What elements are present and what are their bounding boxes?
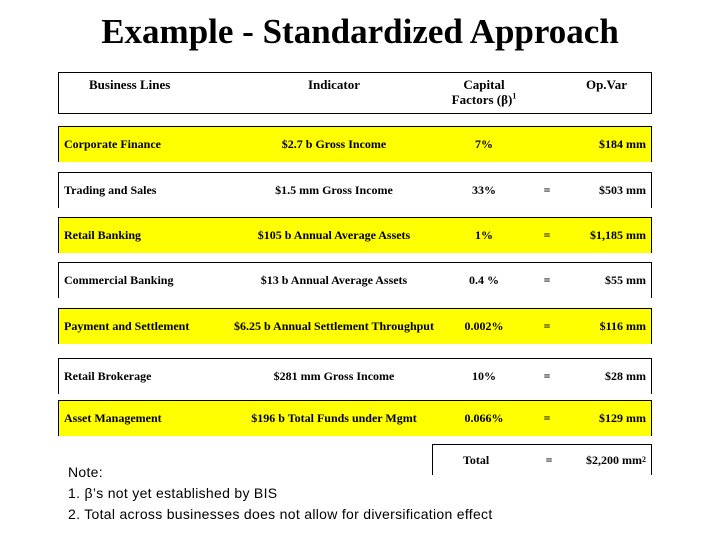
table-header — [58, 72, 652, 114]
header-capital-factors — [439, 77, 529, 107]
header-capital-line2: Factors (β) — [451, 92, 513, 107]
business-line-cell: Retail Banking — [64, 228, 142, 242]
capital-factor-cell: 10% — [472, 369, 496, 383]
opvar-cell: $1,185 mm — [590, 228, 646, 242]
table-row — [58, 217, 652, 253]
capital-factor-cell: 0.4 % — [469, 273, 499, 287]
indicator-cell: $281 mm Gross Income — [273, 369, 395, 383]
business-line-cell: Trading and Sales — [64, 183, 157, 197]
table-row — [58, 172, 652, 208]
note-1: 1. β’s not yet established by BIS — [68, 485, 278, 501]
equals-cell: = — [543, 319, 551, 333]
notes — [68, 462, 493, 525]
table-row — [58, 126, 652, 162]
business-line-cell: Commercial Banking — [64, 273, 174, 287]
equals-cell: = — [543, 369, 551, 383]
capital-factor-cell: 7% — [475, 137, 493, 151]
equals-cell: = — [543, 411, 551, 425]
table-row — [58, 400, 652, 436]
capital-factor-cell: 0.066% — [464, 411, 504, 425]
indicator-cell: $6.25 b Annual Settlement Throughput — [234, 319, 434, 333]
indicator-cell: $1.5 mm Gross Income — [275, 183, 393, 197]
total-label: Total — [463, 452, 490, 467]
equals-cell: = — [543, 273, 551, 287]
page-title: Example - Standardized Approach — [101, 12, 619, 51]
opvar-cell: $116 mm — [599, 319, 646, 333]
business-line-cell: Corporate Finance — [64, 137, 161, 151]
note-2: 2. Total across businesses does not allow for diversification effect — [68, 506, 493, 522]
business-line-cell: Asset Management — [64, 411, 162, 425]
header-business-lines: Business Lines — [89, 77, 171, 92]
business-line-cell: Retail Brokerage — [64, 369, 152, 383]
header-opvar: Op.Var — [585, 77, 628, 92]
indicator-cell: $2.7 b Gross Income — [281, 137, 387, 151]
equals-cell: = — [543, 183, 551, 197]
header-indicator: Indicator — [308, 77, 360, 92]
capital-factor-cell: 33% — [472, 183, 496, 197]
capital-factor-cell: 0.002% — [464, 319, 504, 333]
notes-heading: Note: — [68, 464, 103, 480]
total-value-text: $2,200 mm — [586, 452, 642, 467]
opvar-cell: $55 mm — [605, 273, 646, 287]
indicator-cell: $196 b Total Funds under Mgmt — [251, 411, 417, 425]
total-value: $2,200 mm 2 — [586, 452, 646, 467]
header-capital-line1: Capital — [463, 77, 505, 92]
table-row — [58, 262, 652, 298]
capital-factor-cell: 1% — [475, 228, 493, 242]
opvar-cell: $28 mm — [605, 369, 646, 383]
indicator-cell: $13 b Annual Average Assets — [260, 273, 408, 287]
table-row — [58, 358, 652, 394]
header-capital-sup: 1 — [512, 91, 517, 101]
indicator-cell: $105 b Annual Average Assets — [257, 228, 411, 242]
total-equals: = — [545, 452, 553, 467]
opvar-cell: $503 mm — [599, 183, 646, 197]
opvar-cell: $129 mm — [599, 411, 646, 425]
equals-cell: = — [543, 228, 551, 242]
opvar-cell: $184 mm — [599, 137, 646, 151]
business-line-cell: Payment and Settlement — [64, 319, 190, 333]
equals-cell — [537, 127, 557, 162]
table-row — [58, 308, 652, 344]
